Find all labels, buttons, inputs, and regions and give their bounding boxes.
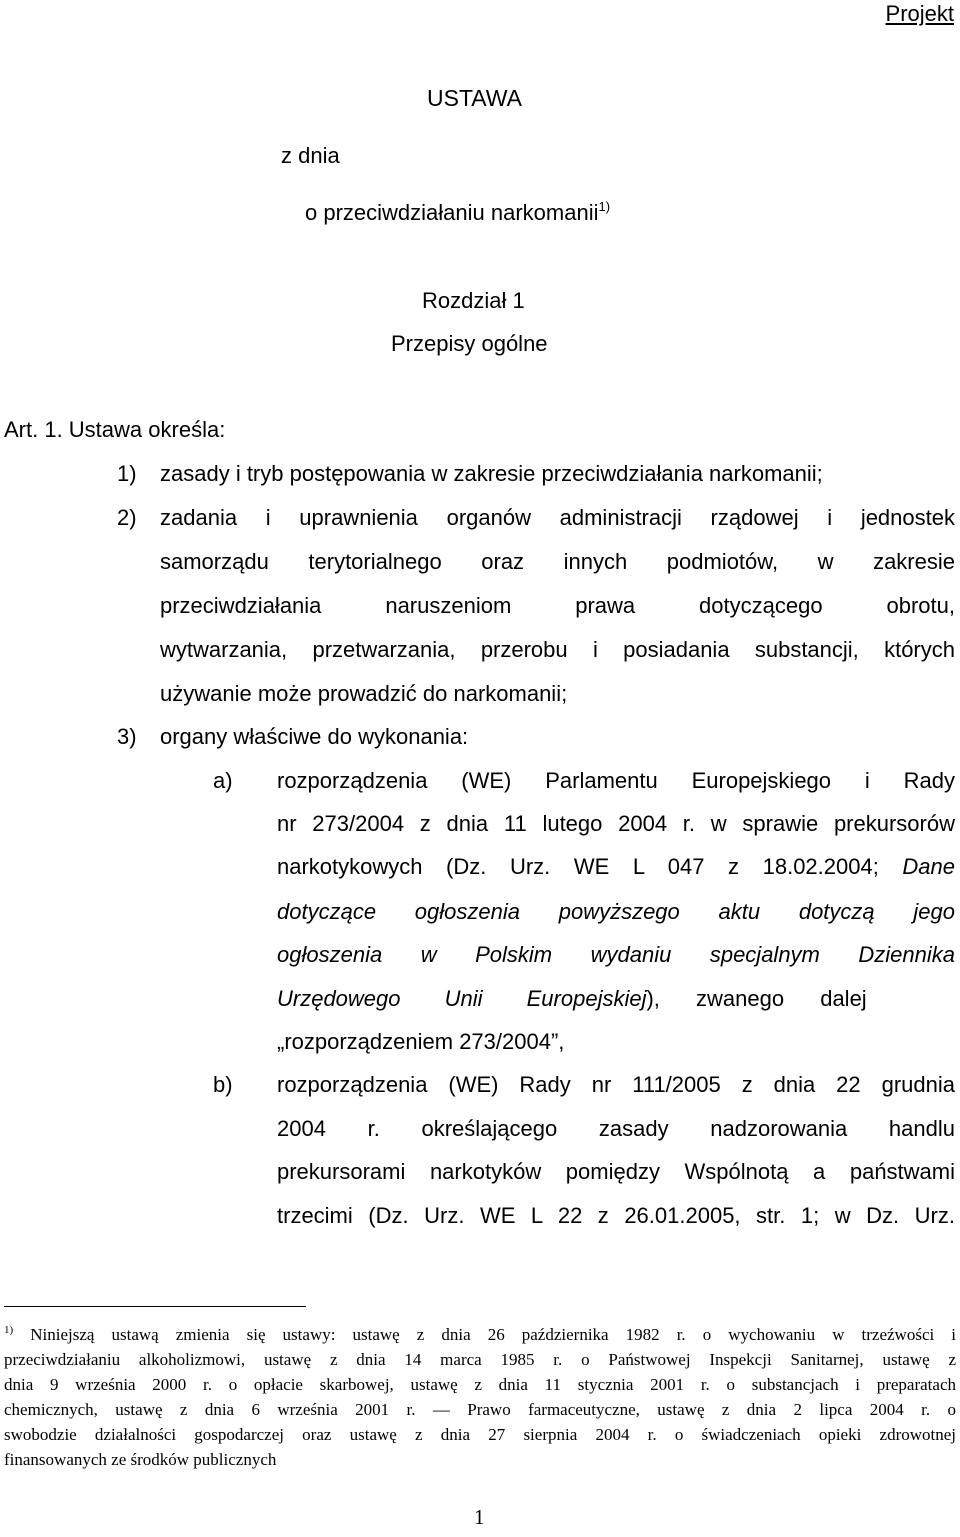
item-3b-line: trzecimi (Dz. Urz. WE L 22 z 26.01.2005, str. 1; w Dz. Urz.: [277, 1203, 955, 1228]
item-2-number: 2): [117, 505, 137, 530]
item-3a-line: nr 273/2004 z dnia 11 lutego 2004 r. w sprawie prekursorów: [277, 811, 955, 836]
footnote-line: dnia 9 września 2000 r. o opłacie skarbowej, ustawę z dnia 11 stycznia 2001 r. o substancjach i preparatach: [4, 1375, 956, 1394]
item-1-number: 1): [117, 461, 137, 486]
item-2-line: zadania i uprawnienia organów administracji rządowej i jednostek: [160, 505, 955, 530]
item-3a-line: [277, 853, 955, 880]
act-type-title: USTAWA: [427, 85, 522, 111]
footnote-line: chemicznych, ustawę z dnia 6 września 2001 r. — Prawo farmaceutyczne, ustawę z dnia 2 lipca 2004 r. o: [4, 1400, 956, 1419]
item-3-text: organy właściwe do wykonania:: [160, 724, 469, 749]
item-2-line: samorządu terytorialnego oraz innych podmiotów, w zakresie: [160, 549, 955, 574]
item-3b-line: 2004 r. określającego zasady nadzorowania handlu: [277, 1116, 955, 1141]
footnote-marker: 1): [4, 1324, 14, 1336]
item-2-line: przeciwdziałania naruszeniom prawa dotyczącego obrotu,: [160, 593, 955, 618]
footnote-line: [4, 1322, 956, 1348]
item-1-text: zasady i tryb postępowania w zakresie przeciwdziałania narkomanii;: [160, 461, 823, 486]
item-3a-line: „rozporządzeniem 273/2004”,: [277, 1029, 565, 1054]
item-3a-line-plain: narkotykowych (Dz. Urz. WE L 047 z 18.02.2004;: [277, 854, 879, 879]
footnote-text: Niniejszą ustawą zmienia się ustawy: ustawę z dnia 26 października 1982 r. o wychowaniu w trzeźwości i: [30, 1325, 957, 1344]
item-3-number: 3): [117, 724, 137, 749]
footnote-line: przeciwdziałaniu alkoholizmowi, ustawę z dnia 14 marca 1985 r. o Państwowej Inspekcji Sanitarnej, ustawę z: [4, 1350, 956, 1369]
item-3a-letter: a): [213, 768, 233, 793]
item-3a-line: rozporządzenia (WE) Parlamentu Europejskiego i Rady: [277, 768, 955, 793]
article-1-intro: Art. 1. Ustawa określa:: [4, 417, 226, 442]
item-2-line: wytwarzania, przetwarzania, przerobu i posiadania substancji, których: [160, 637, 955, 662]
footnote-line: swobodzie działalności gospodarczej oraz ustawę z dnia 27 sierpnia 2004 r. o świadczeniach opieki zdrowotnej: [4, 1425, 956, 1444]
item-3a-line: [277, 985, 955, 1012]
item-2-line: używanie może prowadzić do narkomanii;: [160, 681, 568, 706]
act-subject: [305, 199, 610, 226]
item-3a-line-italic: Urzędowego Unii Europejskiej: [277, 986, 647, 1011]
item-3b-letter: b): [213, 1072, 233, 1097]
item-3b-line: prekursorami narkotyków pomiędzy Wspólnotą a państwami: [277, 1159, 955, 1184]
item-3a-line: ogłoszenia w Polskim wydaniu specjalnym Dziennika: [277, 942, 955, 967]
footnote-line: finansowanych ze środków publicznych: [4, 1450, 277, 1469]
item-3a-line-italic: Dane: [902, 854, 955, 879]
item-3b-line: rozporządzenia (WE) Rady nr 111/2005 z dnia 22 grudnia: [277, 1072, 955, 1097]
item-3a-line-plain: ), zwanego dalej: [646, 986, 867, 1011]
footnote-ref: 1): [598, 199, 611, 214]
footnote-separator: [4, 1306, 306, 1307]
chapter-number: Rozdział 1: [422, 288, 525, 313]
page-number: 1: [474, 1505, 485, 1529]
chapter-title: Przepisy ogólne: [391, 331, 548, 356]
projekt-label: Projekt: [885, 1, 954, 26]
act-date: z dnia: [281, 143, 340, 168]
act-subject-text: o przeciwdziałaniu narkomanii: [305, 200, 599, 225]
item-3a-line: dotyczące ogłoszenia powyższego aktu dotyczą jego: [277, 899, 955, 924]
